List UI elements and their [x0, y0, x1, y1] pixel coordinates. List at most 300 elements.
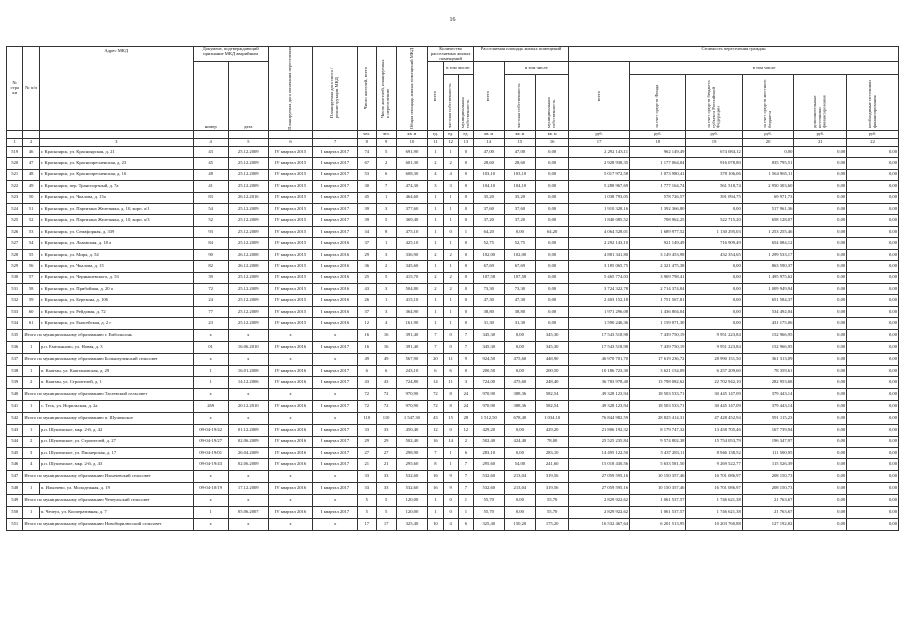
table-cell: 58	[23, 284, 39, 295]
table-cell: 391,40	[396, 329, 428, 341]
table-cell: 520	[7, 158, 23, 169]
table-cell: 542	[7, 412, 23, 424]
table-cell: 2	[458, 436, 473, 447]
table-cell: 0	[458, 318, 473, 329]
table-cell: 7 439 750,19	[630, 342, 686, 353]
unit-cell: руб.	[742, 130, 794, 138]
table-cell: 102,00	[474, 249, 505, 260]
table-cell: 0,00	[536, 203, 569, 214]
col-fund: за счет средств Фонда	[654, 85, 660, 129]
table-cell: 16	[357, 342, 376, 353]
table-cell: 25.12.2009	[228, 318, 268, 329]
column-number-cell: 12	[443, 138, 458, 146]
table-cell: 0	[458, 366, 473, 377]
table-cell: 33	[376, 425, 396, 436]
table-cell: x	[193, 329, 228, 341]
table-cell: 1 177 064,04	[630, 158, 686, 169]
table-cell: 429,20	[536, 425, 569, 436]
col-area-total: Общая площадь жилых помещений МКД	[408, 47, 414, 129]
table-cell: 0	[458, 192, 473, 203]
table-cell: 538	[7, 366, 23, 377]
table-cell: 150,20	[504, 518, 536, 530]
table-cell: 09-04-19/27	[193, 436, 228, 447]
table-cell: 1	[428, 295, 443, 306]
table-cell: 18 503 533,71	[630, 401, 686, 412]
table-row	[7, 215, 899, 226]
table-cell: 0	[443, 329, 458, 341]
table-cell: 52	[23, 215, 39, 226]
table-cell: 200,50	[536, 366, 569, 377]
table-cell: 5 633 581,50	[630, 459, 686, 470]
table-cell: 196 347,97	[742, 436, 794, 447]
table-cell: 0,00	[536, 261, 569, 272]
table-cell: 0,00	[794, 366, 847, 377]
table-cell: 916 078,80	[686, 158, 742, 169]
table-cell: 1	[443, 447, 458, 458]
table-cell: 1	[23, 425, 39, 436]
table-cell: 532,60	[396, 483, 428, 494]
table-cell: 48	[23, 169, 39, 180]
col-count-incl: в том числе:	[446, 64, 471, 70]
unit-cell: ед.	[458, 130, 473, 138]
table-cell: 16	[376, 342, 396, 353]
unit-cell	[193, 130, 228, 138]
table-cell: 0,00	[794, 412, 847, 424]
table-cell: 67	[357, 158, 376, 169]
address-cell: п. Ильичево, ул. Молодежная, д. 19	[39, 483, 193, 494]
table-cell: 0,00	[536, 181, 569, 192]
table-cell: 47,30	[504, 295, 536, 306]
table-cell: 13 798 082,62	[630, 377, 686, 388]
table-cell: 21 763,67	[742, 507, 794, 518]
table-cell: 0,00	[504, 425, 536, 436]
table-cell: 0,00	[536, 249, 569, 260]
table-cell: 0	[458, 272, 473, 283]
table-row	[7, 284, 899, 295]
col-count-private: частная собственность	[447, 83, 453, 129]
table-cell: 35,20	[474, 192, 505, 203]
table-cell: 1	[443, 203, 458, 214]
table-cell: 6	[458, 518, 473, 530]
table-cell: 0,00	[536, 238, 569, 249]
table-cell: 0,00	[794, 518, 847, 530]
table-cell: 5 465 774,03	[569, 272, 630, 283]
column-number-cell: 13	[458, 138, 473, 146]
table-cell: 25	[357, 272, 376, 283]
table-cell: 12	[458, 425, 473, 436]
table-cell: 0,00	[847, 366, 899, 377]
table-cell: 536	[7, 342, 23, 353]
table-cell: 0,00	[847, 238, 899, 249]
table-cell: 1	[428, 215, 443, 226]
table-cell: 319,56	[536, 483, 569, 494]
table-cell: 0,00	[536, 158, 569, 169]
table-cell: 54	[193, 203, 228, 214]
table-cell: 835 795,51	[742, 158, 794, 169]
col-page: № стра ки	[10, 80, 19, 95]
table-cell: 863 590,37	[742, 261, 794, 272]
address-cell: г. Красноярск, ул. Семафорная, д. 339	[39, 226, 193, 237]
unit-cell: руб.	[794, 130, 847, 138]
page-number: 16	[449, 17, 456, 23]
table-cell: 152 966,95	[742, 329, 794, 341]
table-cell: 10 186 723,30	[569, 366, 630, 377]
table-cell: 0,00	[847, 342, 899, 353]
table-cell: 3 621 154,09	[630, 366, 686, 377]
column-number-cell: 3	[39, 138, 193, 146]
table-cell: 0,00	[794, 447, 847, 458]
column-number-cell: 17	[569, 138, 630, 146]
table-cell: 6 257 209,60	[686, 366, 742, 377]
table-cell: I квартал 2017	[313, 181, 358, 192]
table-cell: 1	[428, 238, 443, 249]
table-cell: 1	[458, 494, 473, 506]
table-cell: 25.12.2009	[228, 306, 268, 317]
table-cell: 2	[443, 249, 458, 260]
table-cell: 18 503 533,71	[630, 388, 686, 400]
table-cell: 25 525 235,84	[569, 436, 630, 447]
table-cell: 537	[7, 353, 23, 365]
unit-cell: чел.	[376, 130, 396, 138]
table-cell: I квартал 2017	[313, 342, 358, 353]
table-cell: 970,90	[396, 388, 428, 400]
table-cell: 9 951 223,84	[686, 329, 742, 341]
table-cell: 0,00	[847, 377, 899, 388]
table-cell: 0	[458, 146, 473, 157]
table-cell: 93	[193, 226, 228, 237]
table-cell: 29	[357, 436, 376, 447]
table-cell: 47	[23, 158, 39, 169]
table-cell: x	[313, 329, 358, 341]
address-cell: г. Красноярск, ул. Краснопресненская, д. 16	[39, 169, 193, 180]
table-cell: 12	[428, 425, 443, 436]
table-cell: 1 746 621,38	[686, 494, 742, 506]
unit-cell: кв. м	[474, 130, 505, 138]
table-cell: 5 288 967,69	[569, 181, 630, 192]
table-cell: 7 439 750,19	[630, 329, 686, 341]
col-area-municipal: муниципальная собственность	[546, 97, 557, 129]
table-cell: IV квартал 2015	[268, 203, 313, 214]
table-cell: 601,30	[396, 158, 428, 169]
table-cell: 528	[7, 249, 23, 260]
table-cell: 9 574 802,38	[630, 436, 686, 447]
table-cell: 0,00	[847, 388, 899, 400]
table-cell: 21 806 192,32	[569, 425, 630, 436]
table-cell: 3	[376, 249, 396, 260]
table-row	[7, 203, 899, 214]
table-cell: 0,00	[847, 272, 899, 283]
table-cell: 474,30	[396, 181, 428, 192]
table-cell: 0,00	[794, 470, 847, 482]
table-cell: 16	[428, 483, 443, 494]
table-cell: x	[193, 470, 228, 482]
table-cell: 26.12.2008	[228, 249, 268, 260]
table-cell: 55,70	[536, 507, 569, 518]
table-cell: 608,30	[396, 169, 428, 180]
table-cell: 24	[458, 401, 473, 412]
table-cell: 72	[428, 401, 443, 412]
unit-cell	[228, 130, 268, 138]
table-cell: 1 547,30	[396, 412, 428, 424]
table-cell: I квартал 2017	[313, 226, 358, 237]
table-cell: 53	[23, 226, 39, 237]
table-cell: 208 150,73	[742, 483, 794, 494]
table-cell: 5 017 972,58	[569, 169, 630, 180]
table-cell: 543	[7, 425, 23, 436]
table-cell: 283,10	[536, 447, 569, 458]
table-cell: 14	[443, 436, 458, 447]
table-cell: 3	[443, 181, 458, 192]
table-cell: 1 436 804,04	[630, 306, 686, 317]
table-cell: 1 009 949,94	[742, 284, 794, 295]
table-cell: 28 990 151,50	[686, 353, 742, 365]
table-cell: 0,00	[847, 284, 899, 295]
address-cell: г. Красноярск, ул. Партизана Железняка, д. 10, корп. а/3	[39, 215, 193, 226]
table-cell: 0	[443, 342, 458, 353]
table-cell: 9	[458, 353, 473, 365]
table-row	[7, 261, 899, 272]
table-cell: 34	[357, 226, 376, 237]
unit-cell: руб.	[847, 130, 899, 138]
table-cell: 4	[376, 318, 396, 329]
table-cell: x	[268, 412, 313, 424]
table-cell: 8	[428, 459, 443, 470]
table-cell: 1 061 537,57	[630, 494, 686, 506]
table-cell: 45	[357, 192, 376, 203]
table-cell: 2	[428, 284, 443, 295]
table-cell: 27 059 595,16	[569, 470, 630, 482]
table-cell: 1	[23, 483, 39, 494]
table-cell: 110	[357, 412, 376, 424]
table-cell: 1	[428, 226, 443, 237]
table-cell: 534	[7, 318, 23, 329]
table-cell: x	[228, 353, 268, 365]
table-cell: 55	[23, 249, 39, 260]
table-cell: 15	[443, 412, 458, 424]
table-cell: 0,00	[686, 261, 742, 272]
table-cell: 33	[376, 470, 396, 482]
table-cell: 0,00	[794, 181, 847, 192]
table-cell: 20	[428, 353, 443, 365]
table-cell: 369,40	[396, 215, 428, 226]
table-cell: 52	[193, 215, 228, 226]
table-cell: 1	[443, 459, 458, 470]
table-row	[7, 238, 899, 249]
table-cell: 2 321 475,38	[630, 261, 686, 272]
table-cell: 7	[428, 329, 443, 341]
table-cell: 74	[357, 146, 376, 157]
table-cell: 0,00	[794, 295, 847, 306]
subtotal-label: Итого по муниципальному образованию п. Шушенское	[23, 412, 193, 424]
table-cell: 0,00	[847, 470, 899, 482]
table-cell: x	[228, 388, 268, 400]
col-count-total: всего	[432, 90, 437, 102]
table-cell: 1	[428, 318, 443, 329]
table-cell: x	[193, 494, 228, 506]
table-cell: x	[268, 518, 313, 530]
table-cell: I квартал 2017	[313, 447, 358, 458]
table-cell: 547	[7, 470, 23, 482]
address-cell: г. Красноярск, ул. Чкалова, д. 15	[39, 261, 193, 272]
address-cell: п. Каштан, ул. Строителей, д. 1	[39, 377, 193, 388]
column-numbers-row	[7, 138, 899, 146]
table-cell: 52,75	[504, 238, 536, 249]
table-cell: 17 543 518,98	[569, 329, 630, 341]
table-cell: 84	[193, 238, 228, 249]
column-number-cell: 22	[847, 138, 899, 146]
col-planned-end: Планируемая дата окончания переселения	[287, 47, 293, 130]
table-cell: 37	[357, 238, 376, 249]
table-cell: 1	[193, 366, 228, 377]
table-cell: 120,00	[396, 494, 428, 506]
table-cell: 551	[7, 518, 23, 530]
table-cell: 21	[357, 459, 376, 470]
column-number-cell: 14	[474, 138, 505, 146]
table-cell: 0,00	[536, 146, 569, 157]
subtotal-row	[7, 353, 899, 365]
table-cell: 104,10	[474, 181, 505, 192]
subtotal-row	[7, 470, 899, 482]
table-cell: 36 783 978,40	[569, 377, 630, 388]
table-cell: 2	[428, 272, 443, 283]
col-cost-group: Стоимость переселения граждан	[701, 46, 766, 51]
table-cell: 26.12.2016	[228, 192, 268, 203]
table-cell: 2	[428, 249, 443, 260]
table-cell: 55,70	[474, 494, 505, 506]
table-cell: 7	[458, 470, 473, 482]
table-cell: 0,00	[686, 306, 742, 317]
table-cell: 0,00	[794, 158, 847, 169]
table-cell: IV квартал 2016	[268, 447, 313, 458]
table-cell: 0,00	[536, 169, 569, 180]
table-cell: 674 084,12	[686, 146, 742, 157]
subtotal-label: Итого по муниципальному образованию г. Ембольсонь	[23, 329, 193, 341]
table-cell: 2	[443, 272, 458, 283]
table-cell: 30 445 147,09	[686, 401, 742, 412]
col-doc-group: Документ, подтверждающий признание МКД аварийным	[202, 46, 259, 56]
table-cell: 651 584,37	[742, 295, 794, 306]
table-cell: 0	[458, 306, 473, 317]
table-cell: 0,00	[794, 306, 847, 317]
table-cell: 541	[7, 401, 23, 412]
table-cell: 104,10	[504, 181, 536, 192]
table-cell: 532,60	[474, 470, 505, 482]
table-cell: 64,20	[474, 226, 505, 237]
table-cell: 391 094,75	[686, 192, 742, 203]
table-cell: 3 724 322,78	[569, 284, 630, 295]
col-extra: дополнительные источники финансирования	[812, 95, 827, 129]
table-cell: 1	[376, 238, 396, 249]
table-cell: 05.06.2007	[228, 507, 268, 518]
table-cell: IV квартал 2016	[268, 483, 313, 494]
table-cell: 67,69	[474, 261, 505, 272]
table-cell: 13 458 705,46	[686, 425, 742, 436]
table-cell: 0,00	[847, 518, 899, 530]
table-cell: 5	[357, 507, 376, 518]
table-cell: 37,20	[474, 215, 505, 226]
table-cell: 549	[7, 494, 23, 506]
table-cell: 5	[376, 272, 396, 283]
table-cell: 0	[458, 169, 473, 180]
table-cell: I квартал 2017	[313, 192, 358, 203]
table-cell: 298,90	[396, 447, 428, 458]
table-cell: 0,00	[536, 272, 569, 283]
table-cell: I квартал 2016	[313, 284, 358, 295]
table-cell: 0,00	[536, 318, 569, 329]
table-cell: 1	[428, 494, 443, 506]
table-cell: 16	[357, 329, 376, 341]
table-cell: 0,00	[847, 261, 899, 272]
table-cell: I квартал 2017	[313, 436, 358, 447]
table-cell: 0,00	[504, 494, 536, 506]
table-cell: 8 946 138,52	[686, 447, 742, 458]
table-cell: 14	[428, 377, 443, 388]
address-cell: г. Красноярск, ул. Партизана Железняка, д. 10, корп. а/1	[39, 203, 193, 214]
table-cell: 7	[428, 447, 443, 458]
table-cell: 527	[7, 238, 23, 249]
table-cell: 2	[23, 436, 39, 447]
table-cell: 7	[458, 329, 473, 341]
table-cell: 7	[458, 342, 473, 353]
table-cell: 107,58	[474, 272, 505, 283]
table-cell: 2	[376, 261, 396, 272]
table-cell: 17.12.2009	[228, 483, 268, 494]
table-cell: 0,00	[847, 412, 899, 424]
table-cell: 161,90	[396, 318, 428, 329]
table-cell: 38,80	[504, 306, 536, 317]
table-cell: 47,00	[474, 146, 505, 157]
table-cell: 1	[443, 295, 458, 306]
table-cell: 546	[7, 459, 23, 470]
table-cell: 49 328 123,94	[569, 388, 630, 400]
table-cell: 545	[7, 447, 23, 458]
subtotal-label: Итого по муниципальному образованию Новобирилюсский сельсовет	[23, 518, 193, 530]
col-cost-total: всего	[595, 90, 601, 102]
table-cell: 152 966,95	[742, 342, 794, 353]
table-cell: 319,56	[536, 470, 569, 482]
table-cell: 582,54	[536, 401, 569, 412]
table-cell: 67,69	[504, 261, 536, 272]
table-cell: x	[228, 329, 268, 341]
table-row	[7, 483, 899, 494]
table-cell: 16 701 086,97	[686, 470, 742, 482]
table-cell: 45	[193, 158, 228, 169]
table-cell: 6	[443, 366, 458, 377]
table-cell: 1	[23, 401, 39, 412]
table-cell: 3 149 453,98	[630, 249, 686, 260]
table-cell: 25.12.2009	[228, 295, 268, 306]
table-cell: 78 359,61	[742, 366, 794, 377]
table-cell: 522 715,20	[686, 215, 742, 226]
table-cell: 345,30	[474, 329, 505, 341]
table-cell: IV квартал 2015	[268, 169, 313, 180]
table-cell: I квартал 2017	[313, 146, 358, 157]
address-cell: п. Чечеул, ул. Кооперативная, д. 7	[39, 507, 193, 518]
table-cell: 1	[428, 507, 443, 518]
table-cell: 391,40	[396, 342, 428, 353]
table-cell: 54,00	[504, 459, 536, 470]
table-cell: 8	[443, 388, 458, 400]
table-cell: 24	[193, 295, 228, 306]
table-cell: 415,10	[396, 295, 428, 306]
table-cell: 4	[443, 169, 458, 180]
table-cell: 0,00	[847, 447, 899, 458]
table-cell: x	[313, 353, 358, 365]
table-cell: 282 953,68	[742, 377, 794, 388]
table-cell: 10 150 357,46	[630, 470, 686, 482]
table-cell: 658 128,07	[742, 215, 794, 226]
table-cell: 103,10	[504, 169, 536, 180]
